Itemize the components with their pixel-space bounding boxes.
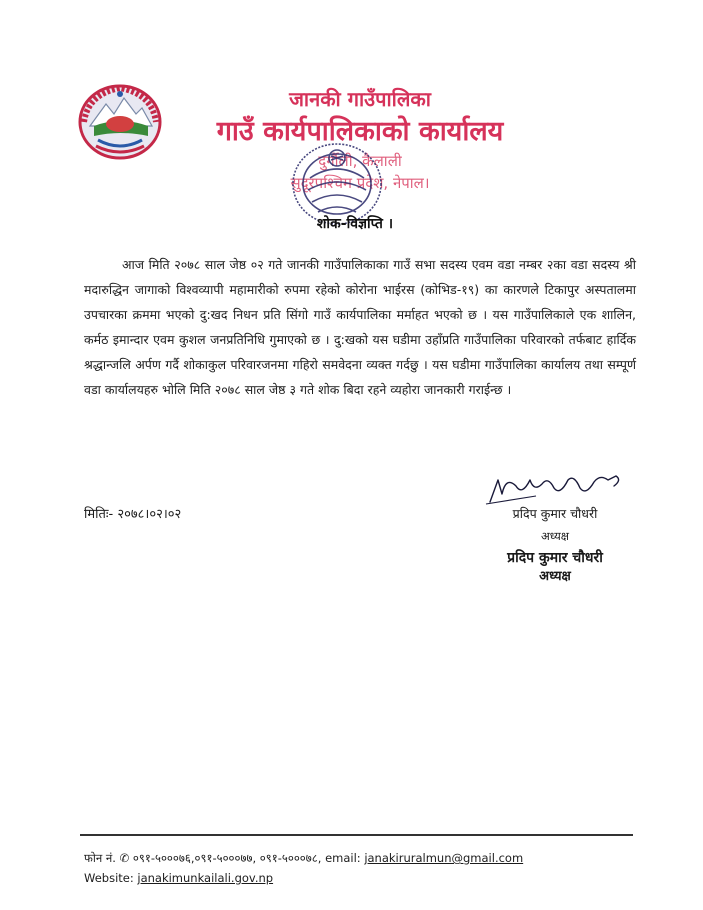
handwritten-signature-icon <box>476 466 636 508</box>
footer <box>84 848 523 888</box>
website-label: Website: <box>84 871 134 885</box>
website-link[interactable]: janakimunkailali.gov.np <box>137 871 274 885</box>
footer-divider <box>80 834 633 836</box>
footer-website-line <box>84 868 523 888</box>
org-name: जानकी गाउँपालिका <box>289 87 431 111</box>
name-stamp <box>470 548 640 586</box>
office-name: गाउँ कार्यपालिकाको कार्यालय <box>216 116 504 147</box>
signatory-name: प्रदिप कुमार चौधरी <box>512 506 598 521</box>
notice-body: आज मिति २०७८ साल जेष्ठ ०२ गते जानकी गाउँपालिकाका गाउँ सभा सदस्य एवम वडा नम्बर २का वडा सदस्य श्री मदारुद्धिन जागाको विश्वव्यापी महामारीको रुपमा रहेको कोरोना भाईरस (कोभिड-१९) का कारणले टिकापुर अस्पतालमा उपचारका क्रममा भएको दु:खद निधन प्रति सिंगो गाउँ कार्यपालिका मर्माहत भएको छ । यस गाउँपालिकाले एक शालिन, कर्मठ इमान्दार एवम कुशल जनप्रतिनिधि गुमाएको छ । दु:खको यस घडीमा उहाँप्रति गाउँपालिका परिवारको तर्फबाट हार्दिक श्रद्धान्जलि अर्पण गर्दै शोकाकुल परिवारजनमा गहिरो समवेदना व्यक्त गर्दछु । यस घडीमा गाउँपालिका कार्यालय तथा सम्पूर्ण वडा कार्यालयहरु भोलि मिति २०७८ साल जेष्ठ ३ गते शोक बिदा रहने व्यहोरा जानकारी गराईन्छ । <box>84 257 636 397</box>
email-link[interactable]: janakiruralmun@gmail.com <box>364 851 524 865</box>
phone-numbers: ०९१-५०००७६,०९१-५०००७७, ०९१-५०००७८, <box>132 851 322 865</box>
email-label: email: <box>325 851 361 865</box>
footer-contact-line <box>84 848 523 868</box>
phone-label: फोन नं. ✆ <box>84 851 130 865</box>
district-line: दुर्गौली, कैलाली <box>318 152 402 170</box>
signatory-block <box>470 504 640 586</box>
stamp-title: अध्यक्ष <box>539 569 571 584</box>
notice-title: शोक-विज्ञप्ति । <box>316 216 394 232</box>
signatory-title: अध्यक्ष <box>540 529 570 543</box>
province-line: सुदूरपश्चिम प्रदेश, नेपाल। <box>290 174 430 192</box>
nepal-emblem-icon <box>78 82 162 160</box>
stamp-name: प्रदिप कुमार चौधरी <box>507 550 603 566</box>
date-line: मितिः- २०७८।०२।०२ <box>84 507 182 522</box>
